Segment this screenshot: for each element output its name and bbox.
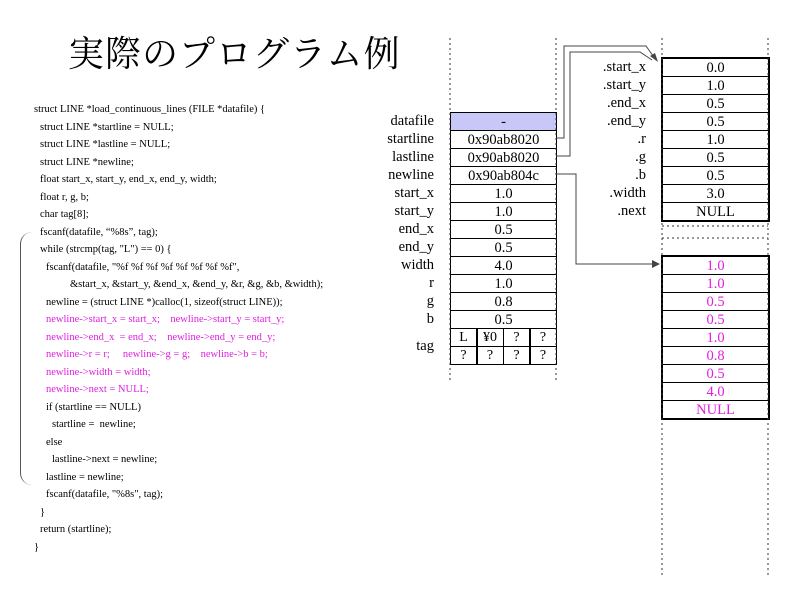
struct2-field-value: 1.0 — [662, 274, 769, 293]
code-line: else — [46, 436, 63, 448]
code-line: fscanf(datafile, "%f %f %f %f %f %f %f %f", — [46, 261, 240, 273]
code-line: fscanf(datafile, "%8s", tag); — [46, 489, 164, 500]
var-name-end_y: end_y — [398, 239, 434, 255]
struct1-field-value: 1.0 — [662, 130, 769, 149]
code-line: newline = (struct LINE *)calloc(1, sizeof(struct LINE)); — [46, 296, 283, 308]
code-line: if (startline == NULL) — [46, 401, 141, 413]
struct2-field-value: 0.8 — [662, 346, 769, 365]
var-value-lastline: 0x90ab8020 — [450, 148, 557, 167]
var-name-lastline: lastline — [392, 149, 434, 165]
code-line: lastline->next = newline; — [52, 454, 158, 465]
var-name-newline: newline — [388, 167, 434, 183]
code-line: char tag[8]; — [40, 209, 89, 220]
var-name-end_x: end_x — [398, 221, 434, 237]
struct1-field-label: .g — [635, 149, 646, 165]
struct1-field-value: 3.0 — [662, 184, 769, 203]
struct1-field-value: 1.0 — [662, 76, 769, 95]
struct2-field-value: 0.5 — [662, 310, 769, 329]
code-line: } — [34, 541, 40, 553]
struct1-field-value: 0.5 — [662, 166, 769, 185]
var-value-start_x: 1.0 — [450, 184, 557, 203]
code-line: startline = newline; — [52, 419, 136, 430]
code-line: newline->start_x = start_x; newline->start_y = start_y; — [46, 314, 285, 325]
code-line: struct LINE *load_continuous_lines (FILE *datafile) { — [34, 104, 266, 115]
var-value-g: 0.8 — [450, 292, 557, 311]
struct2-field-value: 1.0 — [662, 256, 769, 275]
var-value-start_y: 1.0 — [450, 202, 557, 221]
struct1-field-label: .end_y — [606, 113, 646, 129]
struct2-field-value: NULL — [662, 400, 769, 419]
struct1-field-value: 0.5 — [662, 148, 769, 167]
struct1-field-value: 0.5 — [662, 94, 769, 113]
struct2-field-value: 0.5 — [662, 292, 769, 311]
var-name-datafile: datafile — [390, 113, 434, 129]
code-line: float start_x, start_y, end_x, end_y, width; — [40, 174, 217, 185]
code-line: struct LINE *startline = NULL; — [40, 121, 174, 133]
tag-char-cell: ? — [530, 346, 557, 365]
var-name-startline: startline — [387, 131, 434, 147]
var-name-start_x: start_x — [394, 185, 434, 201]
tag-char-cell: ? — [530, 328, 557, 347]
tag-char-cell: L — [450, 328, 477, 347]
code-line: while (strcmp(tag, "L") == 0) { — [40, 244, 172, 255]
tag-char-cell: ? — [477, 346, 504, 365]
struct1-field-value: 0.5 — [662, 112, 769, 131]
code-line: newline->next = NULL; — [46, 384, 149, 395]
code-line: fscanf(datafile, “%8s”, tag); — [40, 226, 158, 238]
var-value-datafile: - — [450, 112, 557, 131]
var-value-width: 4.0 — [450, 256, 557, 275]
tag-char-cell: ? — [503, 346, 530, 365]
newline-pointer-arrow — [556, 174, 654, 264]
var-name-tag: tag — [416, 338, 434, 354]
struct1-field-label: .start_y — [602, 77, 646, 93]
var-value-end_x: 0.5 — [450, 220, 557, 239]
struct2-field-value: 4.0 — [662, 382, 769, 401]
startline-pointer-arrow — [556, 46, 656, 138]
struct2-field-value: 0.5 — [662, 364, 769, 383]
var-name-width: width — [400, 257, 434, 273]
tag-char-cell: ? — [450, 346, 477, 365]
slide-title: 実際のプログラム例 — [68, 34, 401, 75]
code-line: return (startline); — [40, 524, 112, 535]
struct1-field-label: .r — [637, 131, 646, 147]
struct1-field-label: .width — [609, 185, 646, 201]
var-value-end_y: 0.5 — [450, 238, 557, 257]
var-value-b: 0.5 — [450, 310, 557, 329]
code-line: lastline = newline; — [46, 471, 124, 483]
struct1-field-label: .end_x — [606, 95, 646, 111]
lastline-pointer-arrow — [556, 52, 652, 156]
struct1-field-value: NULL — [662, 202, 769, 221]
startline-arrowhead — [650, 53, 658, 62]
code-line: &start_x, &start_y, &end_x, &end_y, &r, &g, &b, &width); — [70, 279, 324, 290]
struct1-field-label: .b — [635, 167, 646, 183]
struct1-field-label: .next — [617, 203, 646, 219]
code-line: newline->width = width; — [46, 366, 151, 378]
struct1-field-label: .start_x — [602, 59, 646, 75]
var-value-startline: 0x90ab8020 — [450, 130, 557, 149]
struct1-field-value: 0.0 — [662, 58, 769, 77]
var-value-r: 1.0 — [450, 274, 557, 293]
tag-char-cell: ¥0 — [477, 328, 504, 347]
var-name-b: b — [426, 311, 434, 327]
code-line: newline->r = r; newline->g = g; newline->b = b; — [46, 349, 268, 360]
code-line: newline->end_x = end_x; newline->end_y = end_y; — [46, 331, 276, 343]
var-name-r: r — [429, 275, 434, 291]
code-line: float r, g, b; — [40, 191, 89, 203]
code-line: struct LINE *lastline = NULL; — [40, 139, 171, 150]
newline-arrowhead — [652, 260, 660, 268]
var-name-start_y: start_y — [394, 203, 434, 219]
tag-char-cell: ? — [503, 328, 530, 347]
var-name-g: g — [426, 293, 434, 309]
var-value-newline: 0x90ab804c — [450, 166, 557, 185]
code-line: struct LINE *newline; — [40, 156, 134, 168]
code-line: } — [40, 506, 46, 518]
struct2-field-value: 1.0 — [662, 328, 769, 347]
